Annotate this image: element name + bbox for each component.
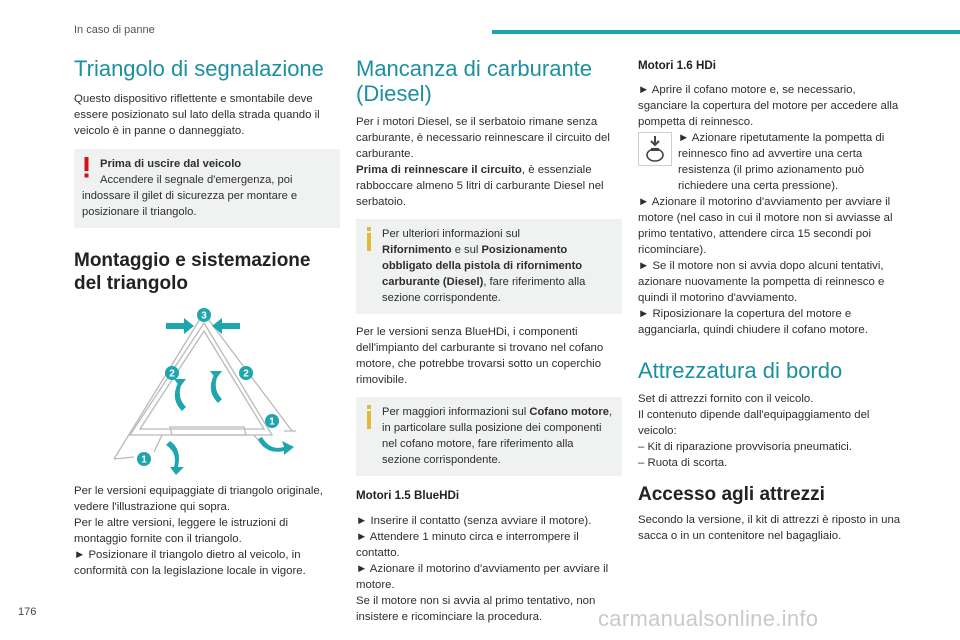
page-number: 176 xyxy=(18,606,37,618)
diesel-p2-rest: , è essenziale rabboccare almeno 5 litri di carburante Diesel nel serbatoio. xyxy=(356,164,604,208)
bluehdi-note: Se il motore non si avvia al primo tentativo, non insistere e ricominciare la procedura. xyxy=(356,595,596,623)
diesel-p1: Per i motori Diesel, se il serbatoio rimane senza carburante, è necessario reinnescare il circuito del carburante. xyxy=(356,116,610,160)
triangolo-p2: Per le altre versioni, leggere le istruzioni di montaggio fornite con il triangolo. xyxy=(74,517,288,545)
running-header: In caso di panne xyxy=(74,24,155,36)
info1-rest: Rifornimento e sul Posizionamento obbligato della pistola di rifornimento carburante (Diesel), fare riferimento alla sezione corrispondente. xyxy=(382,244,586,304)
marker-2-left: 2 xyxy=(169,368,175,380)
marker-3: 3 xyxy=(201,310,207,322)
triangle-illustration xyxy=(74,307,340,477)
hdi-step5: ► Riposizionare la copertura del motore e agganciarla, quindi chiudere il cofano motore. xyxy=(638,308,868,336)
marker-1-right: 1 xyxy=(269,416,275,428)
column-2 xyxy=(356,56,622,625)
title-triangolo: Triangolo di segnalazione xyxy=(74,56,324,81)
info2-text: Per maggiori informazioni sul Cofano motore, in particolare sulla posizione dei componenti nel cofano motore, fare riferimento alla sezione corrispondente. xyxy=(382,406,613,466)
subtitle-16-hdi: Motori 1.6 HDi xyxy=(638,59,716,72)
info-box-cofano xyxy=(356,397,622,476)
section-title-accesso: Accesso agli attrezzi xyxy=(638,484,825,505)
column-1 xyxy=(74,56,340,579)
triangolo-intro: Questo dispositivo riflettente e smontabile deve essere posizionato sul lato della strada quando il veicolo è in panne o danneggiato. xyxy=(74,93,320,137)
triangolo-p3: ► Posizionare il triangolo dietro al veicolo, in conformità con la legislazione locale in vigore. xyxy=(74,549,306,577)
warning-box xyxy=(74,149,340,228)
hdi-step1: ► Aprire il cofano motore e, se necessario, sganciare la copertura del motore per accedere alla pompetta di reinnesco. xyxy=(638,84,899,128)
attrezzatura-p2: Il contenuto dipende dall'equipaggiamento del veicolo: xyxy=(638,409,870,437)
title-mancanza-carburante: Mancanza di carburante (Diesel) xyxy=(356,56,593,106)
priming-pump-icon xyxy=(638,132,672,166)
section-title-montaggio: Montaggio e sistemazione del triangolo xyxy=(74,250,311,294)
info-box-rifornimento xyxy=(356,219,622,314)
warning-exclamation-icon xyxy=(84,157,89,178)
attrezzatura-item2: – Ruota di scorta. xyxy=(638,457,728,469)
marker-1-left: 1 xyxy=(141,454,147,466)
info-icon xyxy=(366,405,372,429)
attrezzatura-item1: – Kit di riparazione provvisoria pneumatici. xyxy=(638,441,852,453)
title-attrezzatura: Attrezzatura di bordo xyxy=(638,358,843,383)
subtitle-15-bluehdi: Motori 1.5 BlueHDi xyxy=(356,489,460,502)
hdi-step2-row xyxy=(638,130,904,194)
attrezzatura-p1: Set di attrezzi fornito con il veicolo. xyxy=(638,393,814,405)
info-icon xyxy=(366,227,372,251)
triangolo-p1: Per le versioni equipaggiate di triangolo originale, vedere l'illustrazione qui sopra. xyxy=(74,485,323,513)
marker-2-right: 2 xyxy=(243,368,249,380)
warning-line1: Accendere il segnale d'emergenza, poi xyxy=(100,174,293,186)
bluehdi-step2: ► Attendere 1 minuto circa e interrompere il contatto. xyxy=(356,531,579,559)
hdi-step4: ► Se il motore non si avvia dopo alcuni tentativi, azionare nuovamente la pompetta di reinnesco e quindi il motorino d'avviamento. xyxy=(638,260,885,304)
diesel-p2 xyxy=(356,162,622,210)
warning-title: Prima di uscire dal veicolo xyxy=(100,158,242,170)
bluehdi-step3: ► Azionare il motorino d'avviamento per avviare il motore. xyxy=(356,563,609,591)
info1-line1: Per ulteriori informazioni sul xyxy=(382,228,521,240)
diesel-p2-bold: Prima di reinnescare il circuito xyxy=(356,164,522,176)
warning-rest: indossare il gilet di sicurezza per montare e posizionare il triangolo. xyxy=(82,190,298,218)
hdi-step2: ► Azionare ripetutamente la pompetta di reinnesco fino ad avvertire una certa resistenza (il primo azionamento può richiedere una certa pressione). xyxy=(678,132,885,192)
hdi-step3: ► Azionare il motorino d'avviamento per avviare il motore (nel caso in cui il motore non si avviasse al primo tentativo, attendere circa 15 secondi poi ricominciare). xyxy=(638,196,893,256)
triangle-assembly-diagram xyxy=(74,307,340,477)
watermark-text: carmanualsonline.info xyxy=(598,606,819,631)
accesso-p1: Secondo la versione, il kit di attrezzi è riposto in una sacca o in un contenitore nel bagagliaio. xyxy=(638,514,901,542)
bluehdi-step1: ► Inserire il contatto (senza avviare il motore). xyxy=(356,515,592,527)
header-accent-bar xyxy=(492,30,960,34)
column-3 xyxy=(638,56,904,544)
diesel-p3: Per le versioni senza BlueHDi, i componenti dell'impianto del carburante si trovano nel cofano motore, che potrebbe trovarsi sotto un coperchio rimovibile. xyxy=(356,326,604,386)
